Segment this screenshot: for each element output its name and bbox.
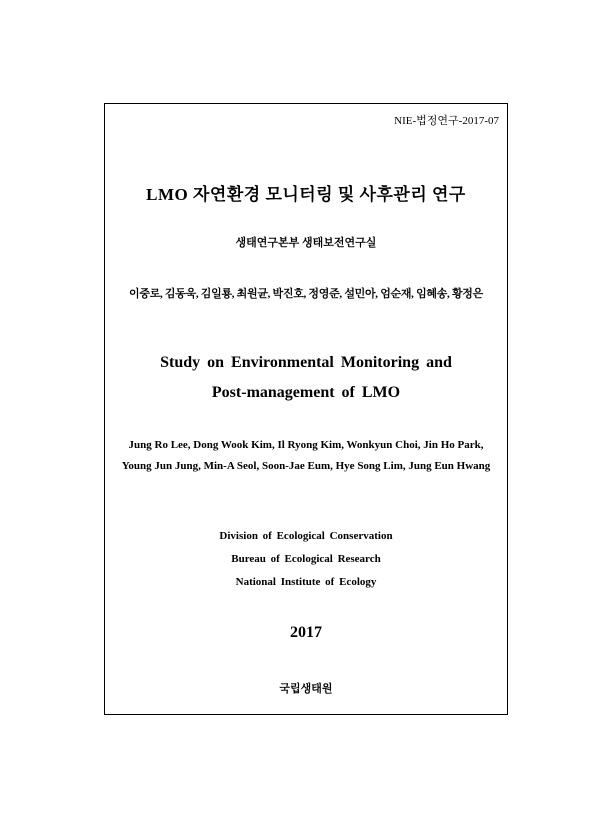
korean-department: 생태연구본부 생태보전연구실 [235, 237, 377, 249]
report-code: NIE-법정연구-2017-07 [394, 115, 499, 127]
bureau-name: Bureau of Ecological Research [231, 553, 381, 565]
cover-frame [104, 103, 508, 715]
division-name: Division of Ecological Conservation [219, 530, 393, 542]
publisher-name: 국립생태원 [279, 683, 333, 695]
english-authors-line-2: Young Jun Jung, Min-A Seol, Soon-Jae Eum, Hye Song Lim, Jung Eun Hwang [121, 460, 491, 472]
english-title-line-1: Study on Environmental Monitoring and [160, 354, 452, 371]
korean-title: LMO 자연환경 모니터링 및 사후관리 연구 [146, 185, 466, 204]
publication-year: 2017 [290, 624, 322, 641]
english-authors-line-1: Jung Ro Lee, Dong Wook Kim, Il Ryong Kim, Wonkyun Choi, Jin Ho Park, [128, 439, 484, 451]
english-title-line-2: Post-management of LMO [211, 384, 401, 401]
korean-authors: 이중로, 김동욱, 김일룡, 최원균, 박진호, 정영준, 설민아, 엄순재, 임혜송, 황정은 [129, 288, 483, 300]
institute-name: National Institute of Ecology [235, 576, 377, 588]
